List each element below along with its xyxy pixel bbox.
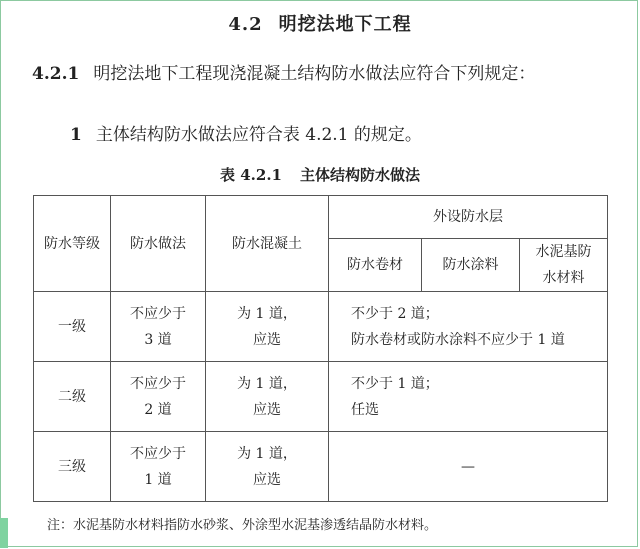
row-concrete bbox=[206, 292, 329, 362]
row-external: — bbox=[329, 432, 608, 502]
clause-4-2-1 bbox=[32, 60, 612, 89]
table-row bbox=[34, 292, 608, 362]
row-concrete-line2: 应选 bbox=[253, 471, 281, 488]
table-caption-number: 表 4.2.1 bbox=[220, 166, 282, 184]
item-text: 主体结构防水做法应符合表 4.2.1 的规定。 bbox=[95, 125, 422, 145]
header-cement-material bbox=[520, 239, 608, 292]
table-caption bbox=[0, 164, 640, 185]
header-membrane: 防水卷材 bbox=[329, 239, 422, 292]
row-external-line2: 防水卷材或防水涂料不应少于 1 道 bbox=[351, 331, 565, 348]
clause-number: 4.2.1 bbox=[32, 64, 80, 84]
side-accent-bar bbox=[0, 518, 8, 548]
item-1 bbox=[70, 120, 422, 145]
header-grade: 防水等级 bbox=[34, 196, 111, 292]
row-method bbox=[111, 432, 206, 502]
row-concrete-line1: 为 1 道， bbox=[237, 375, 297, 392]
table-row bbox=[34, 432, 608, 502]
header-cement-line1: 水泥基防 bbox=[535, 244, 592, 260]
row-grade: 二级 bbox=[34, 362, 111, 432]
row-grade: 一级 bbox=[34, 292, 111, 362]
row-method-line2: 1 道 bbox=[144, 471, 172, 488]
row-concrete bbox=[206, 362, 329, 432]
item-number: 1 bbox=[70, 125, 82, 145]
row-external-line2: 任选 bbox=[351, 401, 379, 418]
header-cement-line2: 水材料 bbox=[542, 270, 585, 286]
row-external-line1: 不少于 1 道； bbox=[351, 375, 439, 392]
row-concrete-line2: 应选 bbox=[253, 401, 281, 418]
table-note: 注：水泥基防水材料指防水砂浆、外涂型水泥基渗透结晶防水材料。 bbox=[47, 518, 438, 533]
row-external bbox=[329, 362, 608, 432]
row-grade: 三级 bbox=[34, 432, 111, 502]
row-concrete bbox=[206, 432, 329, 502]
row-concrete-line1: 为 1 道， bbox=[237, 305, 297, 322]
clause-text: 明挖法地下工程现浇混凝土结构防水做法应符合下列规定： bbox=[93, 64, 536, 84]
row-method-line1: 不应少于 bbox=[130, 375, 186, 392]
row-external bbox=[329, 292, 608, 362]
section-title-text: 明挖法地下工程 bbox=[278, 14, 412, 35]
waterproofing-table bbox=[33, 195, 608, 502]
row-method-line1: 不应少于 bbox=[130, 445, 186, 462]
row-concrete-line2: 应选 bbox=[253, 331, 281, 348]
row-method-line2: 2 道 bbox=[144, 401, 172, 418]
section-title bbox=[0, 10, 640, 36]
table-caption-title: 主体结构防水做法 bbox=[299, 166, 420, 184]
header-concrete: 防水混凝土 bbox=[206, 196, 329, 292]
section-number: 4.2 bbox=[228, 14, 263, 35]
row-external-line1: 不少于 2 道； bbox=[351, 305, 439, 322]
header-coating: 防水涂料 bbox=[422, 239, 520, 292]
row-method-line2: 3 道 bbox=[144, 331, 172, 348]
table-row bbox=[34, 362, 608, 432]
header-method: 防水做法 bbox=[111, 196, 206, 292]
row-concrete-line1: 为 1 道， bbox=[237, 445, 297, 462]
row-method bbox=[111, 292, 206, 362]
row-method bbox=[111, 362, 206, 432]
header-external: 外设防水层 bbox=[329, 196, 608, 239]
row-method-line1: 不应少于 bbox=[130, 305, 186, 322]
